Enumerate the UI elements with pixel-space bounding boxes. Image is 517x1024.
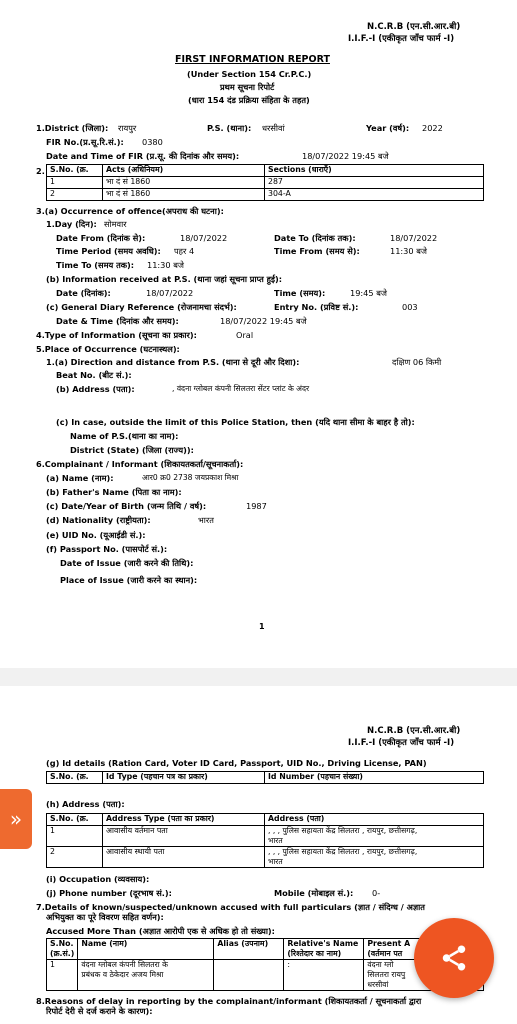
direction-value: दक्षिण 06 किमी xyxy=(392,357,442,367)
fir-label: FIR No.(प्र.सू.रि.सं.): xyxy=(46,137,124,147)
accused-header-text: (रिश्तेदार का नाम) xyxy=(287,949,342,958)
page-number: 1 xyxy=(259,622,265,631)
ps-label: P.S. (थाना): xyxy=(207,123,252,133)
id-header-type: Id Type (पहचान पत्र का प्रकार) xyxy=(103,772,265,784)
father-label: (b) Father's Name (पिता का नाम): xyxy=(46,487,182,497)
share-icon xyxy=(439,943,469,973)
name-value: आर0 क्र0 2738 जयप्रकाश मिश्रा xyxy=(142,473,239,482)
addr-header-type: Address Type (पता का प्रकार) xyxy=(103,814,265,826)
addr-cell xyxy=(265,847,484,868)
fir-date-value: 18/07/2022 19:45 बजे xyxy=(302,151,389,161)
info-date-value: 18/07/2022 xyxy=(146,288,194,298)
time-from-value: 11:30 बजे xyxy=(390,246,427,256)
entry-value: 003 xyxy=(402,302,418,312)
issue-place-label: Place of Issue (जारी करने का स्थान): xyxy=(60,575,198,585)
acts-cell: 2 xyxy=(47,189,103,201)
accused-line: धरसीवां xyxy=(367,980,389,989)
report-subtitle-hindi: (धारा 154 दंड प्रक्रिया संहिता के तहत) xyxy=(188,95,310,105)
ncrb-header: N.C.R.B (एन.सी.आर.बी) xyxy=(367,22,461,32)
entry-label: Entry No. (प्रविष्ट सं.): xyxy=(274,302,359,312)
place-label: 5.Place of Occurrence (घटनास्थल): xyxy=(36,344,180,354)
info-date-label: Date (दिनांक): xyxy=(56,288,111,298)
address-label: (b) Address (पता): xyxy=(56,384,135,394)
direction-label: 1.(a) Direction and distance from P.S. (थाना से दूरी और दिशा): xyxy=(46,357,300,367)
acts-cell: 1 xyxy=(47,177,103,189)
addr-line: , , , पुलिस सहायता केंद्र सिलतरा , रायपुर, छत्तीसगढ़, xyxy=(268,847,418,856)
addr-cell xyxy=(265,826,484,847)
accused-line: वंदना ग्लो xyxy=(367,960,394,969)
date-to-label: Date To (दिनांक तक): xyxy=(274,233,356,243)
district-value: रायपुर xyxy=(118,123,137,133)
gd-datetime-value: 18/07/2022 19:45 बजे xyxy=(220,316,307,326)
time-to-value: 11:30 बजे xyxy=(147,260,184,270)
id-header-number: Id Number (पहचान संख्या) xyxy=(265,772,484,784)
acts-table xyxy=(46,164,484,201)
dob-label: (c) Date/Year of Birth (जन्म तिथि / वर्ष): xyxy=(46,501,207,511)
outside-limit-label: (c) In case, outside the limit of this Police Station, then (यदि थाना सीमा के बाहर है तो): xyxy=(56,417,415,427)
addr-header-address: Address (पता) xyxy=(265,814,484,826)
type-info-label: 4.Type of Information (सूचना का प्रकार): xyxy=(36,330,197,340)
year-label: Year (वर्ष): xyxy=(366,123,410,133)
accused-cell xyxy=(78,960,214,991)
accused-cell xyxy=(214,960,284,991)
mobile-label: Mobile (मोबाइल सं.): xyxy=(274,888,354,898)
accused-header-sno xyxy=(47,939,78,960)
acts-header-sno: S.No. (क्र. xyxy=(47,165,103,177)
time-from-label: Time From (समय से): xyxy=(274,246,360,256)
uid-label: (e) UID No. (यूआईडी सं.): xyxy=(46,530,146,540)
accused-header-text: Relative's Name xyxy=(287,939,359,948)
year-value: 2022 xyxy=(422,123,443,133)
addr-cell: 1 xyxy=(47,826,103,847)
report-title: FIRST INFORMATION REPORT xyxy=(175,54,330,65)
info-time-value: 19:45 बजे xyxy=(350,288,387,298)
day-value: सोमवार xyxy=(104,219,127,229)
delay-label: 8.Reasons of delay in reporting by the complainant/informant (शिकायतकर्ता / सूचनाकर्ता द्वारा xyxy=(36,996,422,1006)
time-period-label: Time Period (समय अवधि): xyxy=(56,246,161,256)
district-label: 1.District (जिला): xyxy=(36,123,109,133)
accused-header-text: (वर्तमान पत xyxy=(367,949,403,958)
nationality-value: भारत xyxy=(198,515,214,525)
acts-cell: भा दं सं 1860 xyxy=(103,177,265,189)
delay-label-2: रिपोर्ट देरी से दर्ज कराने के कारण): xyxy=(46,1006,153,1016)
table-row xyxy=(47,177,484,189)
info-time-label: Time (समय): xyxy=(274,288,326,298)
district-state-label: District (State) (जिला (राज्य)): xyxy=(70,445,194,455)
gd-label: (c) General Diary Reference (रोजनामचा संदर्भ): xyxy=(46,302,237,312)
accused-line: वंदना ग्लोबल कंपनी सिलतरा के xyxy=(81,960,168,969)
page-separator xyxy=(0,668,517,686)
date-from-value: 18/07/2022 xyxy=(180,233,228,243)
accused-cell: : xyxy=(284,960,364,991)
accused-header-text: S.No. xyxy=(50,939,74,948)
report-subtitle: (Under Section 154 Cr.P.C.) xyxy=(187,69,312,79)
share-button[interactable] xyxy=(414,918,494,998)
addr-cell: 2 xyxy=(47,847,103,868)
address-table xyxy=(46,813,484,868)
table-row xyxy=(47,189,484,201)
passport-label: (f) Passport No. (पासपोर्ट सं.): xyxy=(46,544,168,554)
acts-header-acts: Acts (अधिनियम) xyxy=(103,165,265,177)
id-details-label: (g) Id details (Ration Card, Voter ID Card, Passport, UID No., Driving License, PAN) xyxy=(46,758,427,768)
beat-label: Beat No. (बीट सं.): xyxy=(56,370,132,380)
iif-header: I.I.F.-I (एकीकृत जाँच फार्म -I) xyxy=(348,34,455,44)
address-value: , वंदना ग्लोबल कंपनी सिलतरा सेंटर प्लांट के अंदर xyxy=(172,384,310,393)
mobile-value: 0- xyxy=(372,888,381,898)
report-title-hindi: प्रथम सूचना रिपोर्ट xyxy=(220,82,275,92)
ps-name-label: Name of P.S.(थाना का नाम): xyxy=(70,431,179,441)
accused-label: 7.Details of known/suspected/unknown accused with full particulars (ज्ञात / संदिग्ध / अज्ञात xyxy=(36,902,425,912)
iif-header: I.I.F.-I (एकीकृत जाँच फार्म -I) xyxy=(348,738,455,748)
accused-header-alias: Alias (उपनाम) xyxy=(214,939,284,960)
accused-label-2: अभियुक्त का पूरे विवरण सहित वर्णन): xyxy=(46,912,164,922)
accused-header-text: Present A xyxy=(367,939,411,948)
accused-more-label: Accused More Than (अज्ञात आरोपी एक से अधिक हो तो संख्या): xyxy=(46,926,275,936)
addr-line: भारत xyxy=(268,857,283,866)
acts-cell: 304-A xyxy=(265,189,484,201)
fir-date-label: Date and Time of FIR (प्र.सू. की दिनांक और समय): xyxy=(46,151,240,161)
occupation-label: (i) Occupation (व्यवसाय): xyxy=(46,874,150,884)
phone-label: (j) Phone number (दूरभाष सं.): xyxy=(46,888,172,898)
addr-header-sno: S.No. (क्र. xyxy=(47,814,103,826)
id-table xyxy=(46,771,484,784)
accused-line: प्रबंधक व ठेकेदार अजय मिश्रा xyxy=(81,970,164,979)
table-row xyxy=(47,847,484,868)
side-expand-tab[interactable] xyxy=(0,789,32,849)
addr-line: भारत xyxy=(268,836,283,845)
time-to-label: Time To (समय तक): xyxy=(56,260,135,270)
addr-line: , , , पुलिस सहायता केंद्र सिलतरा , रायपुर, छत्तीसगढ़, xyxy=(268,826,418,835)
complainant-label: 6.Complainant / Informant (शिकायतकर्ता/सूचनाकर्ता): xyxy=(36,459,244,469)
issue-date-label: Date of Issue (जारी करने की तिथि): xyxy=(60,558,194,568)
addr-cell: आवासीय स्थायी पता xyxy=(103,847,265,868)
ps-value: धरसीवां xyxy=(262,123,285,133)
nationality-label: (d) Nationality (राष्ट्रीयता): xyxy=(46,515,151,525)
accused-header-name: Name (नाम) xyxy=(78,939,214,960)
type-info-value: Oral xyxy=(236,330,254,340)
date-from-label: Date From (दिनांक से): xyxy=(56,233,146,243)
accused-line: सिलतरा रायपु xyxy=(367,970,406,979)
info-received-label: (b) Information received at P.S. (थाना जहां सूचना प्राप्त हुई): xyxy=(46,274,282,284)
name-label: (a) Name (नाम): xyxy=(46,473,114,483)
accused-header-text: (क्र.सं.) xyxy=(50,949,75,958)
address-section-label: (h) Address (पता): xyxy=(46,799,125,809)
dob-value: 1987 xyxy=(246,501,267,511)
table-row xyxy=(47,826,484,847)
day-label: 1.Day (दिन): xyxy=(46,219,97,229)
accused-header-relative xyxy=(284,939,364,960)
accused-cell: 1 xyxy=(47,960,78,991)
double-chevron-right-icon: » xyxy=(9,807,23,831)
gd-datetime-label: Date & Time (दिनांक और समय): xyxy=(56,316,179,326)
fir-value: 0380 xyxy=(142,137,163,147)
acts-header-sections: Sections (धाराएँ) xyxy=(265,165,484,177)
acts-cell: 287 xyxy=(265,177,484,189)
addr-cell: आवासीय वर्तमान पता xyxy=(103,826,265,847)
occurrence-label: 3.(a) Occurrence of offence(अपराध की घटना): xyxy=(36,206,224,216)
acts-cell: भा दं सं 1860 xyxy=(103,189,265,201)
ncrb-header: N.C.R.B (एन.सी.आर.बी) xyxy=(367,726,461,736)
date-to-value: 18/07/2022 xyxy=(390,233,438,243)
time-period-value: पहर 4 xyxy=(174,246,195,256)
acts-section-number: 2. xyxy=(36,166,45,176)
id-header-sno: S.No. (क्र. xyxy=(47,772,103,784)
